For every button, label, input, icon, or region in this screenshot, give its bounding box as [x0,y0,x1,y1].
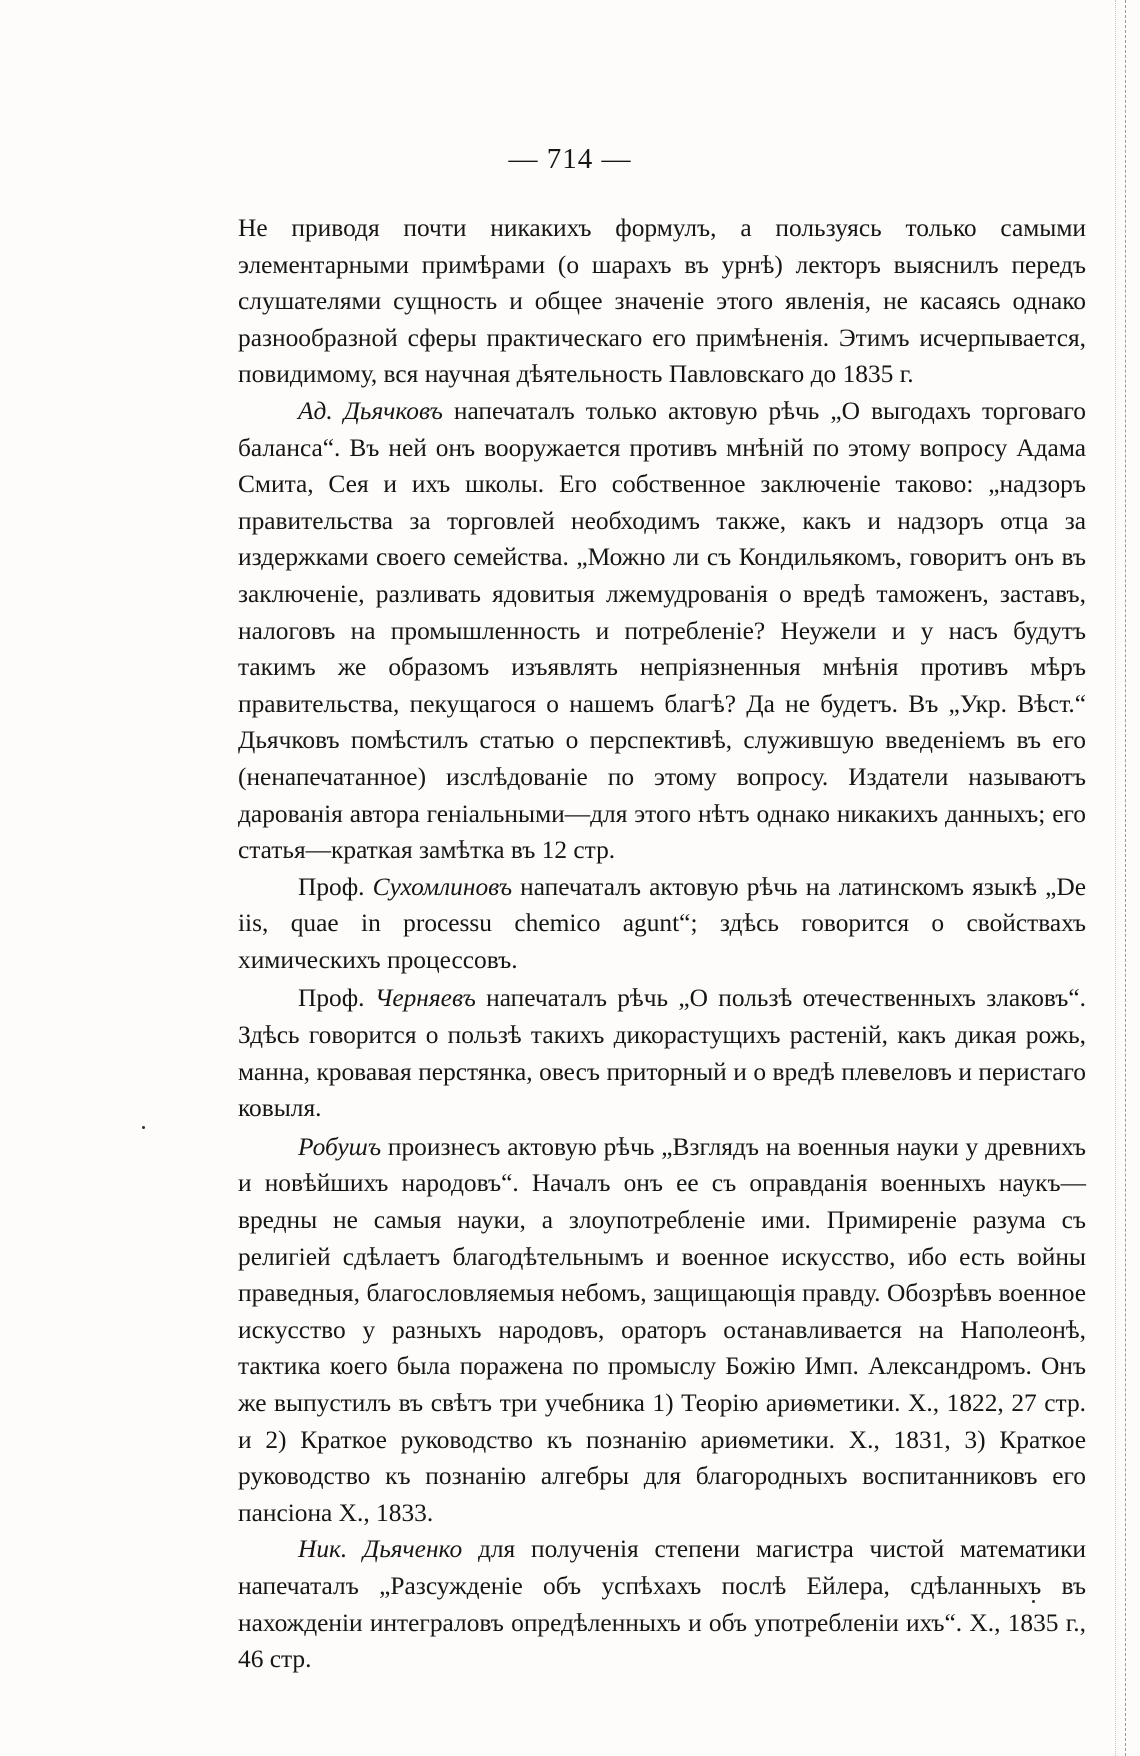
paragraph-text: Не приводя почти никакихъ формулъ, а пользуясь только самыми элементарными примѣрами (о шарахъ въ урнѣ) лекторъ выяснилъ передъ слушателями сущность и общее значеніе этого явленія, не касаясь однако разнообразной сферы практическаго его примѣненія. Этимъ исчерпывается, повидимому, вся научная дѣятельность Павловскаго до 1835 г. [238,214,1086,389]
author-name: Ник. Дьяченко [298,1535,463,1564]
paragraph-text: напечаталъ только актовую рѣчь „О выгодахъ торговаго баланса“. Въ ней онъ вооружается противъ мнѣній по этому вопросу Адама Смита, Сея и ихъ школы. Его собственное заключеніе таково: „надзоръ правительства за торговлей необходимъ также, какъ и надзоръ отца за издержками своего семейства. „Можно ли съ Кондильякомъ, говоритъ онъ въ заключеніе, разливать ядовитыя лжемудрованія о вредѣ таможенъ, заставъ, налоговъ на промышленность и потребленіе? Неужели и у насъ будутъ такимъ же образомъ изъявлять непріязненныя мнѣнія противъ мѣръ правительства, пекущагося о нашемъ благѣ? Да не будетъ. Въ „Укр. Вѣст.“ Дьячковъ помѣстилъ статью о перспективѣ, служившую введеніемъ въ его (ненапечатанное) изслѣдованіе по этому вопросу. Издатели называютъ дарованія автора геніальными—для этого нѣтъ однако никакихъ данныхъ; его статья—краткая замѣтка въ 12 стр. [238,396,1086,865]
author-name: Робушъ [298,1132,382,1161]
paragraph-robush [238,1129,1086,1532]
paragraph-dyachkov [238,393,1086,869]
paragraph-dyachenko [238,1531,1086,1677]
paragraph-text: для полученія степени магистра чистой математики напечаталъ „Разсужденіе объ успѣхахъ послѣ Ейлера, сдѣланныхъ въ нахожденіи интеграловъ опредѣленныхъ и объ употребленіи ихъ“. Х., 1835 г., 46 стр. [238,1535,1086,1674]
paragraph-chernyaev [238,980,1086,1126]
paragraph-lead: Проф. [298,872,373,901]
paragraph-sukhomlinov [238,869,1086,979]
paragraph-text: напечаталъ актовую рѣчь на латинскомъ языкѣ „De iis, quae in processu chemico agunt“; здѣсь говорится о свойствахъ химическихъ процессовъ. [238,872,1086,974]
scan-speck [1032,1600,1035,1603]
page-edge-dashed-line [1125,0,1126,1756]
body-text [238,210,1086,1678]
author-name: Черняевъ [374,984,476,1013]
author-name: Сухомлиновъ [372,872,513,901]
paragraph-lead: Проф. [298,984,375,1013]
page-number: — 714 — [508,143,632,175]
page-edge-dotted-line [1115,0,1116,1756]
paragraph-text: напечаталъ рѣчь „О пользѣ отечественныхъ злаковъ“. Здѣсь говорится о пользѣ такихъ дикорастущихъ растеній, какъ дикая рожь, манна, кровавая перстянка, овесъ приторный и о вредѣ плевеловъ и перистаго ковыля. [238,984,1087,1123]
scan-speck [142,1126,145,1129]
paragraph-pavlovsky [238,210,1086,393]
paragraph-text: произнесъ актовую рѣчь „Взглядъ на военныя науки у древнихъ и новѣйшихъ народовъ“. Началъ онъ ее съ оправданія военныхъ наукъ—вредны не самыя науки, а злоупотребленіе ими. Примиреніе разума съ религіей сдѣлаетъ благодѣтельнымъ и военное искусство, ибо есть войны праведныя, благословляемыя небомъ, защищающія правду. Обозрѣвъ военное искусство у разныхъ народовъ, ораторъ останавливается на Наполеонѣ, тактика коего была поражена по промыслу Божію Имп. Александромъ. Онъ же выпустилъ въ свѣтъ три учебника 1) Теорію ариѳметики. Х., 1822, 27 стр. и 2) Краткое руководство къ познанію ариѳметики. Х., 1831, 3) Краткое руководство къ познанію алгебры для благородныхъ воспитанниковъ его пансіона Х., 1833. [238,1132,1086,1527]
author-name: Ад. Дьячковъ [298,396,443,425]
